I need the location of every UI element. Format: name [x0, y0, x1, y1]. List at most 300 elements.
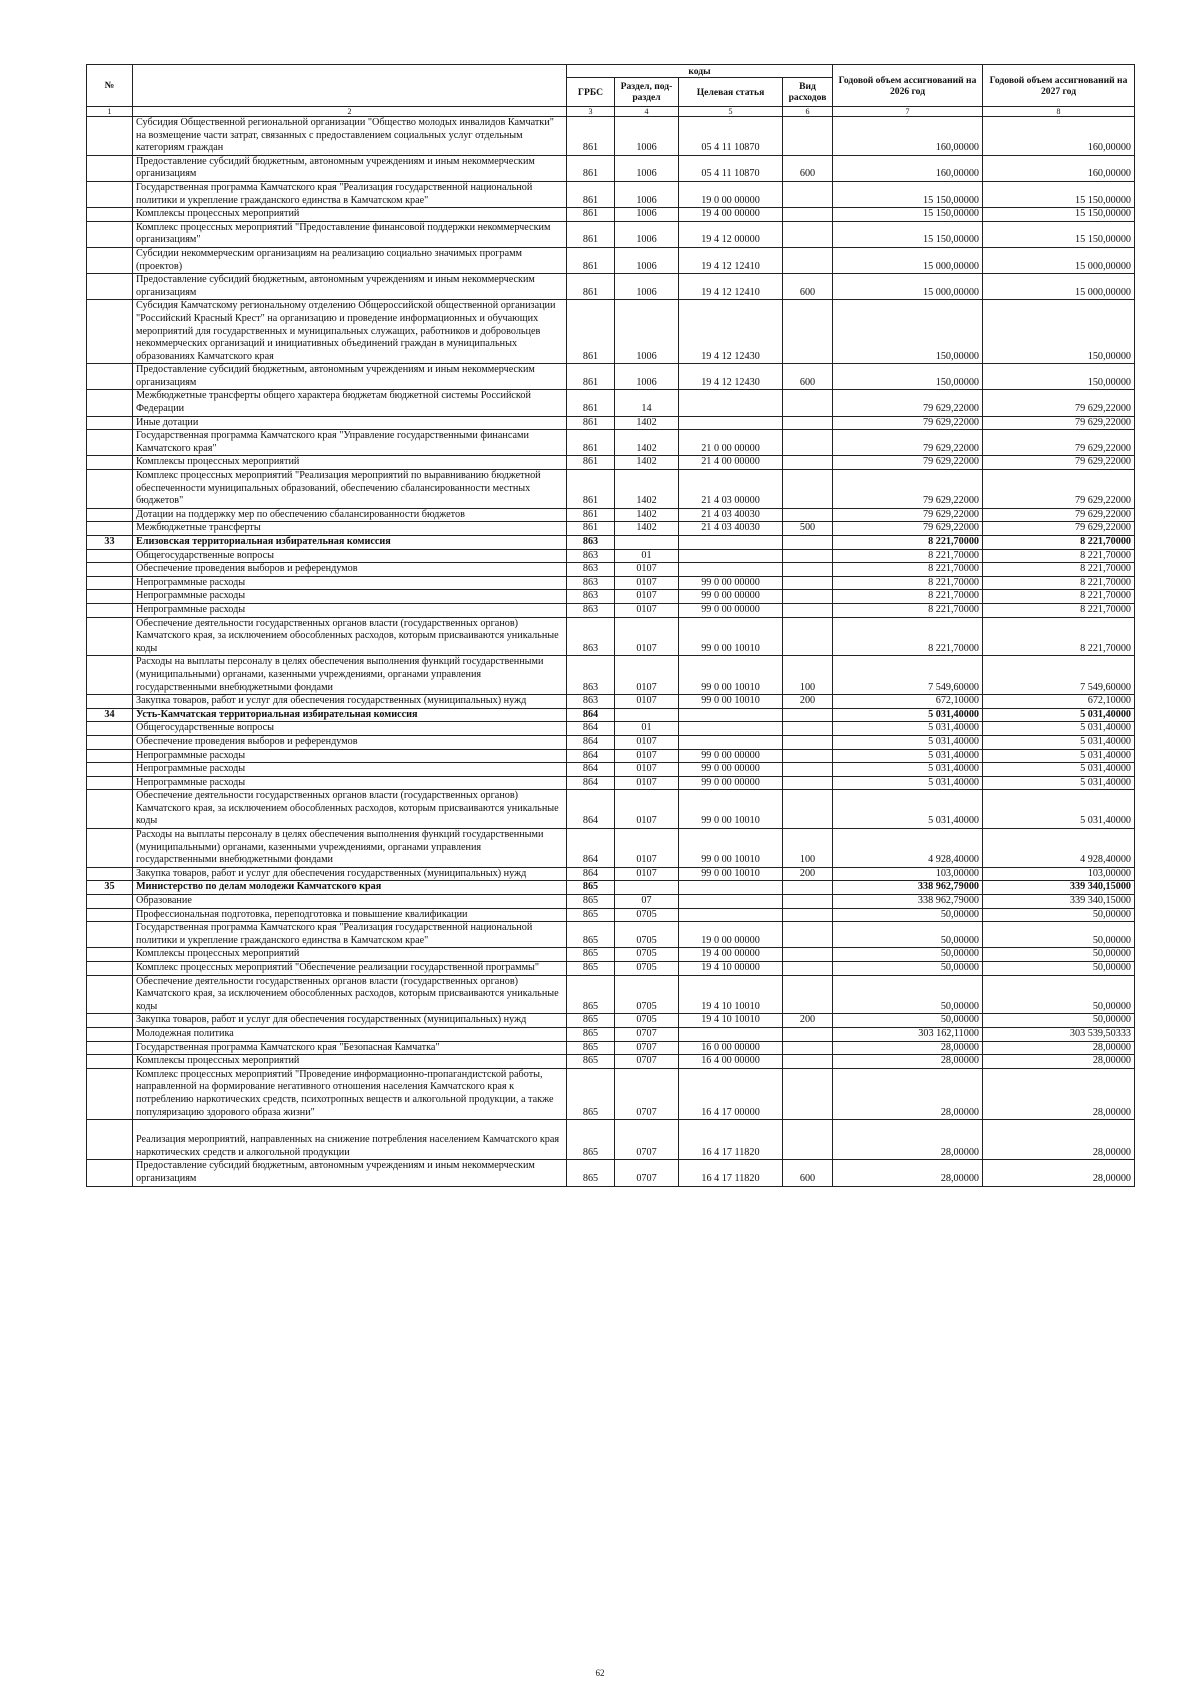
cell-vol-2026: 28,00000	[833, 1068, 983, 1119]
cell-section: 0107	[615, 749, 679, 763]
cell-kind	[783, 221, 833, 247]
cell-grbs: 861	[567, 470, 615, 509]
cell-vol-2027: 28,00000	[983, 1055, 1135, 1069]
cell-grbs: 865	[567, 948, 615, 962]
cell-grbs: 863	[567, 549, 615, 563]
cell-grbs: 864	[567, 749, 615, 763]
table-row	[87, 364, 1135, 390]
table-row	[87, 1014, 1135, 1028]
cell-target: 21 4 03 40030	[679, 522, 783, 536]
cell-section: 0107	[615, 563, 679, 577]
cell-target: 99 0 00 00000	[679, 590, 783, 604]
cell-num	[87, 274, 133, 300]
table-row	[87, 922, 1135, 948]
table-row	[87, 763, 1135, 777]
cell-kind	[783, 763, 833, 777]
cell-num	[87, 430, 133, 456]
cell-grbs: 864	[567, 867, 615, 881]
cell-section: 07	[615, 895, 679, 909]
colnum-4: 4	[615, 107, 679, 117]
cell-target: 99 0 00 00000	[679, 576, 783, 590]
cell-kind	[783, 576, 833, 590]
cell-grbs: 861	[567, 274, 615, 300]
cell-vol-2027: 5 031,40000	[983, 735, 1135, 749]
cell-name: Субсидии некоммерческим организациям на реализацию социально значимых программ (проектов)	[133, 247, 567, 273]
colnum-6: 6	[783, 107, 833, 117]
cell-vol-2026: 150,00000	[833, 300, 983, 364]
cell-grbs: 861	[567, 155, 615, 181]
cell-kind	[783, 735, 833, 749]
cell-name: Обеспечение проведения выборов и референдумов	[133, 563, 567, 577]
cell-num	[87, 470, 133, 509]
cell-kind	[783, 1027, 833, 1041]
cell-vol-2027: 79 629,22000	[983, 416, 1135, 430]
cell-name: Субсидия Камчатскому региональному отделению Общероссийской общественной организации "Российский Красный Крест" на организацию и проведение информационных и обучающих мероприятий для государственных и муниципальных служащих, работников и добровольцев некоммерческих организаций и инициативных объединений граждан в муниципальных образованиях Камчатского края	[133, 300, 567, 364]
cell-name: Закупка товаров, работ и услуг для обеспечения государственных (муниципальных) нужд	[133, 695, 567, 709]
table-row	[87, 722, 1135, 736]
table-row	[87, 908, 1135, 922]
colnum-1: 1	[87, 107, 133, 117]
cell-target: 16 4 17 11820	[679, 1120, 783, 1160]
table-row	[87, 776, 1135, 790]
cell-name: Усть-Камчатская территориальная избирательная комиссия	[133, 708, 567, 722]
cell-section: 0107	[615, 763, 679, 777]
cell-vol-2027: 103,00000	[983, 867, 1135, 881]
cell-section: 0707	[615, 1041, 679, 1055]
cell-kind	[783, 603, 833, 617]
cell-vol-2026: 15 150,00000	[833, 181, 983, 207]
cell-grbs: 861	[567, 247, 615, 273]
cell-name: Государственная программа Камчатского края "Безопасная Камчатка"	[133, 1041, 567, 1055]
cell-target	[679, 908, 783, 922]
cell-vol-2027: 50,00000	[983, 948, 1135, 962]
cell-kind	[783, 908, 833, 922]
cell-vol-2027: 150,00000	[983, 300, 1135, 364]
cell-vol-2027: 50,00000	[983, 922, 1135, 948]
cell-name: Закупка товаров, работ и услуг для обеспечения государственных (муниципальных) нужд	[133, 867, 567, 881]
table-row	[87, 247, 1135, 273]
cell-num	[87, 300, 133, 364]
cell-section: 1006	[615, 364, 679, 390]
cell-section: 01	[615, 722, 679, 736]
cell-num	[87, 522, 133, 536]
cell-grbs: 861	[567, 522, 615, 536]
cell-name: Комплекс процессных мероприятий "Проведение информационно-пропагандистской работы, направленной на формирование негативного отношения населения Камчатского края к потреблению наркотических средств, психотропных веществ и алкогольной продукции, а также популяризацию здорового образа жизни"	[133, 1068, 567, 1119]
cell-section: 0705	[615, 908, 679, 922]
table-row	[87, 1041, 1135, 1055]
cell-num	[87, 776, 133, 790]
cell-vol-2026: 103,00000	[833, 867, 983, 881]
cell-vol-2026: 8 221,70000	[833, 549, 983, 563]
cell-kind	[783, 563, 833, 577]
cell-name: Обеспечение деятельности государственных органов власти (государственных органов) Камчатского края, за исключением обособленных расходов, которым присваиваются уникальные коды	[133, 617, 567, 656]
cell-vol-2027: 79 629,22000	[983, 430, 1135, 456]
cell-vol-2027: 5 031,40000	[983, 749, 1135, 763]
cell-kind	[783, 508, 833, 522]
cell-target: 99 0 00 10010	[679, 829, 783, 868]
table-row	[87, 895, 1135, 909]
table-body	[87, 117, 1135, 1187]
cell-vol-2027: 150,00000	[983, 364, 1135, 390]
cell-target	[679, 708, 783, 722]
cell-vol-2026: 15 000,00000	[833, 247, 983, 273]
cell-kind	[783, 1068, 833, 1119]
cell-target: 16 4 17 11820	[679, 1160, 783, 1186]
cell-kind	[783, 922, 833, 948]
cell-grbs: 865	[567, 1160, 615, 1186]
cell-section: 1006	[615, 155, 679, 181]
cell-num	[87, 549, 133, 563]
cell-target: 05 4 11 10870	[679, 155, 783, 181]
cell-vol-2027: 28,00000	[983, 1120, 1135, 1160]
cell-target: 19 4 12 12410	[679, 247, 783, 273]
cell-target: 16 0 00 00000	[679, 1041, 783, 1055]
cell-vol-2026: 338 962,79000	[833, 895, 983, 909]
cell-vol-2026: 79 629,22000	[833, 522, 983, 536]
cell-num	[87, 247, 133, 273]
cell-num	[87, 763, 133, 777]
table-row	[87, 221, 1135, 247]
cell-vol-2027: 8 221,70000	[983, 590, 1135, 604]
cell-num	[87, 1160, 133, 1186]
header-target: Целевая статья	[679, 78, 783, 107]
cell-section: 1402	[615, 522, 679, 536]
cell-kind	[783, 881, 833, 895]
cell-vol-2026: 5 031,40000	[833, 776, 983, 790]
cell-kind: 100	[783, 656, 833, 695]
table-row	[87, 117, 1135, 156]
cell-num	[87, 895, 133, 909]
cell-section: 1006	[615, 247, 679, 273]
cell-target: 21 4 00 00000	[679, 456, 783, 470]
cell-section	[615, 881, 679, 895]
cell-kind	[783, 895, 833, 909]
cell-num	[87, 1120, 133, 1160]
cell-kind: 500	[783, 522, 833, 536]
cell-vol-2027: 15 000,00000	[983, 247, 1135, 273]
cell-name: Межбюджетные трансферты общего характера бюджетам бюджетной системы Российской Федерации	[133, 390, 567, 416]
table-row	[87, 208, 1135, 222]
table-row	[87, 563, 1135, 577]
colnum-8: 8	[983, 107, 1135, 117]
cell-num: 35	[87, 881, 133, 895]
cell-section: 1006	[615, 117, 679, 156]
cell-vol-2026: 338 962,79000	[833, 881, 983, 895]
cell-kind	[783, 708, 833, 722]
cell-section: 1006	[615, 274, 679, 300]
cell-vol-2026: 8 221,70000	[833, 536, 983, 550]
cell-target	[679, 563, 783, 577]
cell-target: 19 0 00 00000	[679, 181, 783, 207]
cell-name: Комплексы процессных мероприятий	[133, 208, 567, 222]
cell-section: 0705	[615, 948, 679, 962]
cell-grbs: 865	[567, 895, 615, 909]
cell-num	[87, 722, 133, 736]
table-row	[87, 300, 1135, 364]
cell-section: 0707	[615, 1160, 679, 1186]
header-section: Раздел, под-раздел	[615, 78, 679, 107]
table-row	[87, 536, 1135, 550]
cell-vol-2026: 5 031,40000	[833, 763, 983, 777]
cell-num	[87, 208, 133, 222]
cell-section: 0707	[615, 1055, 679, 1069]
cell-vol-2026: 50,00000	[833, 962, 983, 976]
cell-vol-2026: 28,00000	[833, 1055, 983, 1069]
header-kind: Вид расходов	[783, 78, 833, 107]
table-row	[87, 576, 1135, 590]
cell-name: Иные дотации	[133, 416, 567, 430]
cell-vol-2026: 50,00000	[833, 948, 983, 962]
cell-name: Непрограммные расходы	[133, 576, 567, 590]
cell-vol-2027: 28,00000	[983, 1160, 1135, 1186]
cell-section: 0705	[615, 975, 679, 1014]
table-row	[87, 1055, 1135, 1069]
cell-vol-2026: 50,00000	[833, 922, 983, 948]
cell-grbs: 865	[567, 962, 615, 976]
cell-grbs: 865	[567, 975, 615, 1014]
cell-num	[87, 948, 133, 962]
cell-section: 0107	[615, 829, 679, 868]
cell-kind	[783, 416, 833, 430]
cell-vol-2027: 15 150,00000	[983, 208, 1135, 222]
cell-grbs: 865	[567, 1068, 615, 1119]
cell-kind: 200	[783, 1014, 833, 1028]
cell-grbs: 863	[567, 656, 615, 695]
cell-vol-2026: 5 031,40000	[833, 749, 983, 763]
cell-grbs: 861	[567, 300, 615, 364]
cell-vol-2026: 28,00000	[833, 1160, 983, 1186]
cell-section: 0705	[615, 922, 679, 948]
cell-target: 19 4 00 00000	[679, 208, 783, 222]
cell-grbs: 865	[567, 1120, 615, 1160]
cell-vol-2027: 50,00000	[983, 975, 1135, 1014]
cell-vol-2026: 15 150,00000	[833, 221, 983, 247]
cell-target: 19 4 12 00000	[679, 221, 783, 247]
cell-vol-2026: 303 162,11000	[833, 1027, 983, 1041]
cell-vol-2026: 50,00000	[833, 1014, 983, 1028]
cell-vol-2027: 15 150,00000	[983, 181, 1135, 207]
cell-kind	[783, 1055, 833, 1069]
table-row	[87, 508, 1135, 522]
cell-vol-2027: 4 928,40000	[983, 829, 1135, 868]
cell-grbs: 863	[567, 695, 615, 709]
header-num: №	[87, 65, 133, 107]
cell-grbs: 865	[567, 1055, 615, 1069]
cell-target: 99 0 00 10010	[679, 695, 783, 709]
cell-vol-2027: 339 340,15000	[983, 895, 1135, 909]
cell-vol-2026: 672,10000	[833, 695, 983, 709]
cell-target	[679, 895, 783, 909]
budget-table	[86, 64, 1135, 1187]
cell-section: 1006	[615, 300, 679, 364]
cell-section: 0707	[615, 1027, 679, 1041]
cell-vol-2027: 8 221,70000	[983, 536, 1135, 550]
cell-target: 19 4 10 10010	[679, 975, 783, 1014]
cell-vol-2027: 50,00000	[983, 908, 1135, 922]
cell-target: 99 0 00 10010	[679, 790, 783, 829]
cell-grbs: 864	[567, 776, 615, 790]
cell-grbs: 864	[567, 763, 615, 777]
table-row	[87, 867, 1135, 881]
cell-grbs: 861	[567, 208, 615, 222]
cell-grbs: 861	[567, 364, 615, 390]
cell-vol-2026: 160,00000	[833, 117, 983, 156]
cell-grbs: 861	[567, 430, 615, 456]
colnum-5: 5	[679, 107, 783, 117]
cell-grbs: 865	[567, 1041, 615, 1055]
cell-kind	[783, 181, 833, 207]
cell-vol-2027: 5 031,40000	[983, 790, 1135, 829]
cell-num	[87, 603, 133, 617]
cell-num	[87, 1027, 133, 1041]
table-row	[87, 1068, 1135, 1119]
cell-section: 1402	[615, 470, 679, 509]
cell-vol-2027: 79 629,22000	[983, 390, 1135, 416]
cell-kind	[783, 617, 833, 656]
cell-kind	[783, 790, 833, 829]
cell-name: Предоставление субсидий бюджетным, автономным учреждениям и иным некоммерческим организациям	[133, 1160, 567, 1186]
cell-target: 19 4 00 00000	[679, 948, 783, 962]
cell-section: 0107	[615, 656, 679, 695]
cell-kind	[783, 300, 833, 364]
table-row	[87, 749, 1135, 763]
cell-section: 1402	[615, 416, 679, 430]
cell-num	[87, 749, 133, 763]
cell-kind	[783, 948, 833, 962]
cell-vol-2027: 8 221,70000	[983, 603, 1135, 617]
cell-vol-2027: 5 031,40000	[983, 763, 1135, 777]
cell-vol-2026: 79 629,22000	[833, 390, 983, 416]
cell-vol-2026: 8 221,70000	[833, 617, 983, 656]
cell-vol-2026: 8 221,70000	[833, 563, 983, 577]
cell-vol-2027: 8 221,70000	[983, 576, 1135, 590]
cell-name: Государственная программа Камчатского края "Реализация государственной национальной политики и укрепление гражданского единства в Камчатском крае"	[133, 181, 567, 207]
cell-kind	[783, 470, 833, 509]
cell-vol-2026: 50,00000	[833, 908, 983, 922]
cell-target: 19 4 12 12410	[679, 274, 783, 300]
cell-name: Елизовская территориальная избирательная комиссия	[133, 536, 567, 550]
table-row	[87, 603, 1135, 617]
cell-grbs: 863	[567, 536, 615, 550]
table-row	[87, 522, 1135, 536]
cell-target: 19 4 12 12430	[679, 300, 783, 364]
cell-grbs: 864	[567, 829, 615, 868]
cell-num	[87, 181, 133, 207]
cell-target: 21 4 03 40030	[679, 508, 783, 522]
table-row	[87, 881, 1135, 895]
cell-vol-2027: 28,00000	[983, 1041, 1135, 1055]
cell-vol-2026: 160,00000	[833, 155, 983, 181]
table-row	[87, 155, 1135, 181]
cell-grbs: 863	[567, 576, 615, 590]
cell-target	[679, 390, 783, 416]
cell-grbs: 863	[567, 617, 615, 656]
cell-vol-2026: 8 221,70000	[833, 603, 983, 617]
cell-grbs: 861	[567, 390, 615, 416]
cell-vol-2026: 7 549,60000	[833, 656, 983, 695]
cell-vol-2027: 160,00000	[983, 117, 1135, 156]
cell-name: Общегосударственные вопросы	[133, 722, 567, 736]
cell-vol-2027: 5 031,40000	[983, 776, 1135, 790]
cell-grbs: 861	[567, 117, 615, 156]
cell-name: Министерство по делам молодежи Камчатского края	[133, 881, 567, 895]
table-row	[87, 1160, 1135, 1186]
table-row	[87, 181, 1135, 207]
cell-section: 1006	[615, 221, 679, 247]
cell-grbs: 861	[567, 181, 615, 207]
cell-vol-2027: 5 031,40000	[983, 708, 1135, 722]
cell-vol-2027: 15 000,00000	[983, 274, 1135, 300]
cell-kind: 200	[783, 695, 833, 709]
cell-kind: 600	[783, 155, 833, 181]
cell-section: 0107	[615, 776, 679, 790]
cell-grbs: 864	[567, 735, 615, 749]
cell-num	[87, 922, 133, 948]
cell-section: 0107	[615, 603, 679, 617]
cell-num	[87, 867, 133, 881]
cell-section	[615, 536, 679, 550]
cell-vol-2026: 28,00000	[833, 1120, 983, 1160]
cell-target: 16 4 17 00000	[679, 1068, 783, 1119]
cell-vol-2027: 50,00000	[983, 1014, 1135, 1028]
cell-kind	[783, 1120, 833, 1160]
cell-section: 1006	[615, 208, 679, 222]
cell-num	[87, 1055, 133, 1069]
table-row	[87, 829, 1135, 868]
cell-vol-2027: 8 221,70000	[983, 563, 1135, 577]
cell-num	[87, 576, 133, 590]
cell-vol-2027: 672,10000	[983, 695, 1135, 709]
cell-grbs: 861	[567, 456, 615, 470]
table-row	[87, 549, 1135, 563]
cell-name: Обеспечение проведения выборов и референдумов	[133, 735, 567, 749]
table-row	[87, 962, 1135, 976]
cell-vol-2026: 50,00000	[833, 975, 983, 1014]
cell-kind: 100	[783, 829, 833, 868]
cell-section: 0107	[615, 617, 679, 656]
cell-kind: 600	[783, 274, 833, 300]
cell-grbs: 865	[567, 1027, 615, 1041]
cell-target	[679, 536, 783, 550]
cell-vol-2027: 79 629,22000	[983, 522, 1135, 536]
table-row	[87, 735, 1135, 749]
table-row	[87, 695, 1135, 709]
cell-grbs: 861	[567, 416, 615, 430]
cell-num	[87, 155, 133, 181]
cell-name: Предоставление субсидий бюджетным, автономным учреждениям и иным некоммерческим организациям	[133, 364, 567, 390]
cell-name: Расходы на выплаты персоналу в целях обеспечения выполнения функций государственными (муниципальными) органами, казенными учреждениями, органами управления государственными внебюджетными фондами	[133, 829, 567, 868]
cell-kind	[783, 975, 833, 1014]
cell-vol-2026: 79 629,22000	[833, 456, 983, 470]
cell-kind	[783, 749, 833, 763]
cell-vol-2026: 79 629,22000	[833, 416, 983, 430]
cell-name: Комплекс процессных мероприятий "Предоставление финансовой поддержки некоммерческим организациям"	[133, 221, 567, 247]
cell-name: Профессиональная подготовка, переподготовка и повышение квалификации	[133, 908, 567, 922]
cell-target: 21 0 00 00000	[679, 430, 783, 456]
cell-vol-2027: 303 539,50333	[983, 1027, 1135, 1041]
table-row	[87, 975, 1135, 1014]
cell-section: 01	[615, 549, 679, 563]
cell-section: 0705	[615, 962, 679, 976]
cell-num	[87, 1041, 133, 1055]
cell-num	[87, 656, 133, 695]
cell-name: Комплекс процессных мероприятий "Реализация мероприятий по выравниванию бюджетной обеспеченности муниципальных образований, обеспечению сбалансированности местных бюджетов"	[133, 470, 567, 509]
cell-vol-2026: 4 928,40000	[833, 829, 983, 868]
table-row	[87, 430, 1135, 456]
cell-name: Комплексы процессных мероприятий	[133, 948, 567, 962]
cell-target: 19 4 10 10010	[679, 1014, 783, 1028]
cell-kind	[783, 1041, 833, 1055]
